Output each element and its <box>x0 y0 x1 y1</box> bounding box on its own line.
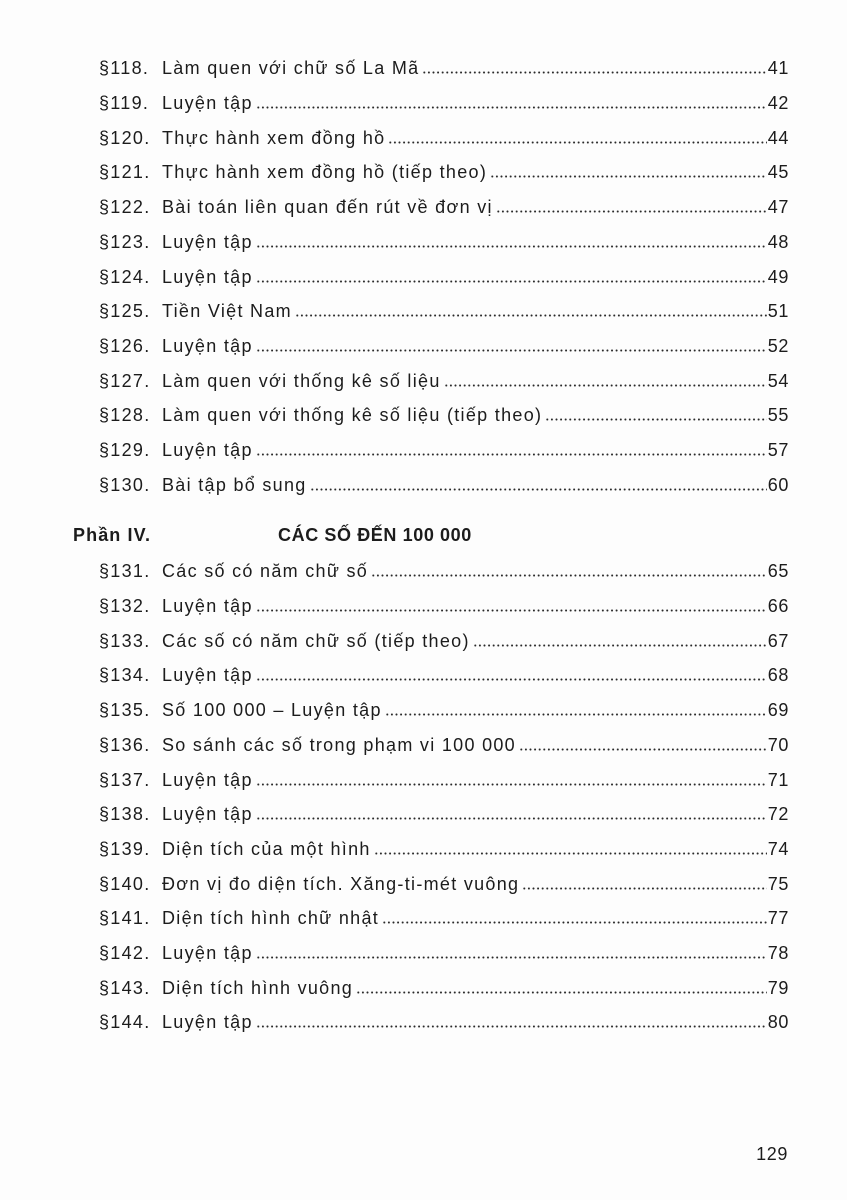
toc-entry <box>99 398 789 433</box>
toc-entry <box>99 1005 789 1040</box>
dot-leader <box>256 1025 767 1028</box>
dot-leader <box>310 488 767 491</box>
dot-leader <box>371 574 767 577</box>
section-title: Luyện tập <box>162 596 253 617</box>
section-title: Luyện tập <box>162 769 253 790</box>
toc-section-group-1 <box>99 51 789 502</box>
page-ref: 67 <box>767 630 789 651</box>
section-title: Bài toán liên quan đến rút về đơn vị <box>162 197 493 218</box>
section-title: Luyện tập <box>162 266 253 287</box>
section-title: Luyện tập <box>162 804 253 825</box>
section-title: Tiền Việt Nam <box>162 301 292 322</box>
page-ref: 41 <box>767 58 789 79</box>
section-number: §134. <box>99 665 151 686</box>
toc-entry <box>99 51 789 86</box>
dot-leader <box>256 280 767 283</box>
toc-entry <box>99 589 789 624</box>
toc-entry <box>99 468 789 503</box>
toc-entry <box>99 554 789 589</box>
page-ref: 45 <box>767 162 789 183</box>
dot-leader <box>519 748 767 751</box>
toc-entry <box>99 658 789 693</box>
section-number: §118. <box>99 58 150 79</box>
section-title: Luyện tập <box>162 942 253 963</box>
section-number: §140. <box>99 873 151 894</box>
dot-leader <box>490 175 767 178</box>
toc-entry <box>99 433 789 468</box>
page-ref: 80 <box>767 1012 789 1033</box>
page-ref: 78 <box>767 942 789 963</box>
section-number: §119. <box>99 93 150 114</box>
dot-leader <box>473 644 767 647</box>
dot-leader <box>256 106 767 109</box>
section-title: Luyện tập <box>162 665 253 686</box>
toc-entry <box>99 624 789 659</box>
section-number: §144. <box>99 1012 151 1033</box>
dot-leader <box>256 609 767 612</box>
section-title: Luyện tập <box>162 231 253 252</box>
page-ref: 57 <box>767 439 789 460</box>
toc-entry <box>99 867 789 902</box>
section-title: Các số có năm chữ số <box>162 561 369 582</box>
dot-leader <box>374 852 767 855</box>
page-ref: 75 <box>767 873 789 894</box>
dot-leader <box>256 956 767 959</box>
dot-leader <box>422 71 766 74</box>
page-ref: 48 <box>767 231 789 252</box>
toc-entry <box>99 121 789 156</box>
toc-entry <box>99 763 789 798</box>
section-title: Làm quen với thống kê số liệu (tiếp theo) <box>162 405 543 426</box>
section-number: §123. <box>99 231 151 252</box>
page-ref: 79 <box>767 977 789 998</box>
section-number: §139. <box>99 838 151 859</box>
dot-leader <box>295 314 767 317</box>
toc-entry <box>99 294 789 329</box>
section-number: §121. <box>99 162 151 183</box>
section-number: §138. <box>99 804 151 825</box>
section-number: §127. <box>99 370 151 391</box>
dot-leader <box>388 141 766 144</box>
part-heading <box>0 518 847 553</box>
section-number: §131. <box>99 561 151 582</box>
page-ref: 55 <box>767 405 789 426</box>
part-label: Phần IV. <box>73 525 152 546</box>
dot-leader <box>385 713 767 716</box>
section-number: §142. <box>99 942 151 963</box>
section-number: §124. <box>99 266 151 287</box>
section-title: Diện tích của một hình <box>162 838 371 859</box>
dot-leader <box>496 210 767 213</box>
section-title: Diện tích hình vuông <box>162 977 354 998</box>
section-title: Diện tích hình chữ nhật <box>162 908 380 929</box>
dot-leader <box>522 887 766 890</box>
page-ref: 54 <box>767 370 789 391</box>
page-ref: 71 <box>767 769 789 790</box>
page-ref: 60 <box>767 474 789 495</box>
page-ref: 69 <box>767 700 789 721</box>
section-title: Bài tập bổ sung <box>162 474 307 495</box>
page-ref: 72 <box>767 804 789 825</box>
section-number: §141. <box>99 908 151 929</box>
page-ref: 49 <box>767 266 789 287</box>
page-number: 129 <box>756 1144 788 1165</box>
section-number: §136. <box>99 734 151 755</box>
section-number: §122. <box>99 197 151 218</box>
page-ref: 74 <box>767 838 789 859</box>
page-ref: 66 <box>767 596 789 617</box>
part-title: CÁC SỐ ĐẾN 100 000 <box>278 525 472 546</box>
page-ref: 68 <box>767 665 789 686</box>
toc-entry <box>99 225 789 260</box>
section-number: §120. <box>99 127 151 148</box>
dot-leader <box>256 453 767 456</box>
section-number: §129. <box>99 439 151 460</box>
section-title: Luyện tập <box>162 335 253 356</box>
dot-leader <box>256 817 767 820</box>
section-number: §126. <box>99 335 151 356</box>
toc-entry <box>99 260 789 295</box>
toc-entry <box>99 329 789 364</box>
section-title: Làm quen với thống kê số liệu <box>162 370 441 391</box>
section-title: Thực hành xem đồng hồ <box>162 127 386 148</box>
section-number: §143. <box>99 977 151 998</box>
toc-entry <box>99 190 789 225</box>
toc-section-group-2 <box>99 554 789 1040</box>
page-ref: 42 <box>767 93 789 114</box>
section-number: §137. <box>99 769 151 790</box>
toc-entry <box>99 971 789 1006</box>
dot-leader <box>444 384 767 387</box>
dot-leader <box>545 418 766 421</box>
toc-entry <box>99 936 789 971</box>
section-number: §125. <box>99 301 151 322</box>
section-title: Luyện tập <box>162 93 253 114</box>
dot-leader <box>256 678 767 681</box>
toc-entry <box>99 155 789 190</box>
section-title: Luyện tập <box>162 439 253 460</box>
toc-entry <box>99 728 789 763</box>
page-ref: 51 <box>767 301 789 322</box>
toc-entry <box>99 86 789 121</box>
section-number: §132. <box>99 596 151 617</box>
section-number: §135. <box>99 700 151 721</box>
section-title: Các số có năm chữ số (tiếp theo) <box>162 630 470 651</box>
toc-entry <box>99 364 789 399</box>
toc-entry <box>99 797 789 832</box>
section-title: So sánh các số trong phạm vi 100 000 <box>162 734 516 755</box>
dot-leader <box>256 783 767 786</box>
page-ref: 47 <box>767 197 789 218</box>
page-ref: 52 <box>767 335 789 356</box>
dot-leader <box>356 991 767 994</box>
page-ref: 77 <box>767 908 789 929</box>
page-ref: 70 <box>767 734 789 755</box>
section-title: Đơn vị đo diện tích. Xăng-ti-mét vuông <box>162 873 520 894</box>
dot-leader <box>382 921 767 924</box>
toc-entry <box>99 901 789 936</box>
dot-leader <box>256 245 767 248</box>
page-ref: 65 <box>767 561 789 582</box>
section-title: Làm quen với chữ số La Mã <box>162 58 420 79</box>
toc-entry <box>99 693 789 728</box>
toc-entry <box>99 832 789 867</box>
section-number: §128. <box>99 405 151 426</box>
section-title: Số 100 000 – Luyện tập <box>162 700 382 721</box>
section-title: Luyện tập <box>162 1012 253 1033</box>
section-number: §130. <box>99 474 151 495</box>
dot-leader <box>256 349 767 352</box>
section-number: §133. <box>99 630 151 651</box>
page-ref: 44 <box>767 127 789 148</box>
section-title: Thực hành xem đồng hồ (tiếp theo) <box>162 162 488 183</box>
